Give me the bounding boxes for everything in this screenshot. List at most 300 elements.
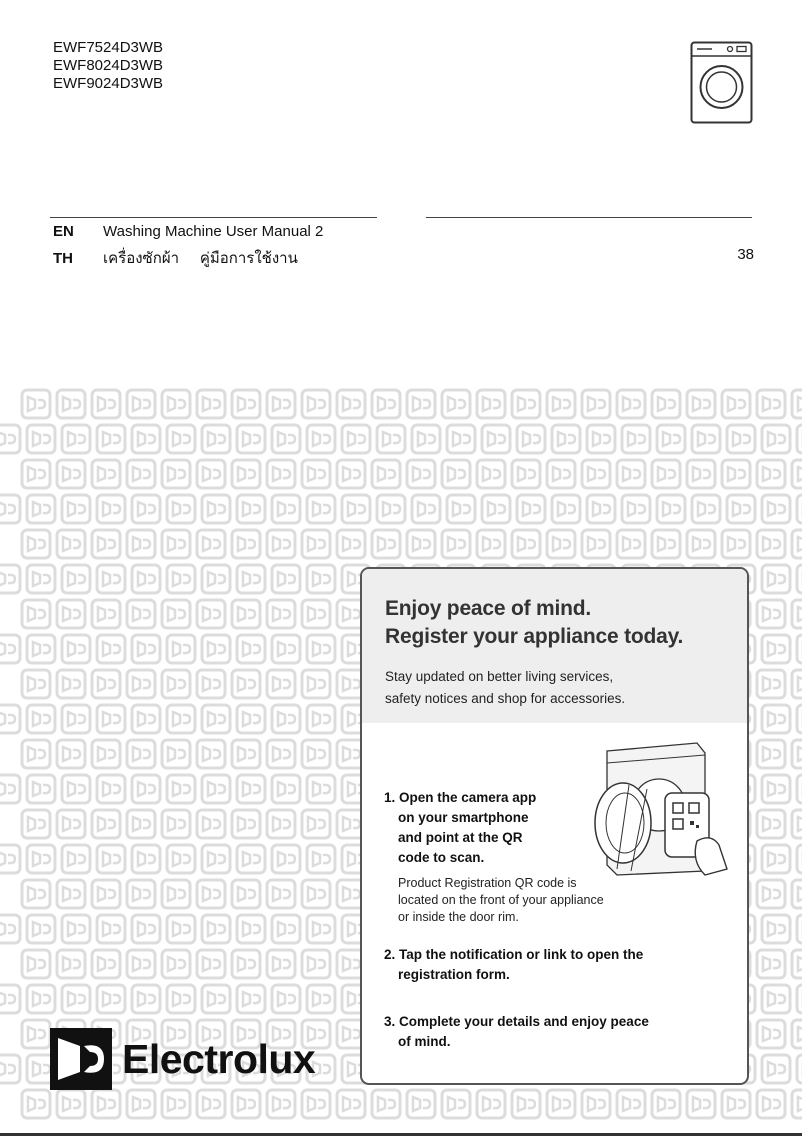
pattern-tile-icon [27, 985, 55, 1013]
pattern-tile-icon [197, 390, 225, 418]
pattern-tile-icon [0, 425, 20, 453]
pattern-tile-icon [267, 950, 295, 978]
pattern-tile-icon [617, 390, 645, 418]
pattern-tile-icon [302, 670, 330, 698]
pattern-tile-icon [337, 390, 365, 418]
pattern-tile-icon [167, 565, 195, 593]
pattern-tile-icon [267, 460, 295, 488]
washing-machine-icon [690, 41, 753, 124]
pattern-tile-icon [237, 495, 265, 523]
pattern-tile-icon [792, 950, 802, 978]
pattern-tile-icon [202, 985, 230, 1013]
pattern-tile-icon [792, 530, 802, 558]
pattern-tile-icon [127, 600, 155, 628]
note-line: or inside the door rim. [398, 910, 519, 924]
pattern-tile-icon [92, 390, 120, 418]
step-2 [384, 945, 643, 985]
pattern-tile-icon [792, 1090, 802, 1118]
pattern-tile-icon [0, 845, 20, 873]
pattern-tile-icon [92, 880, 120, 908]
page-number: 2 [315, 223, 324, 240]
pattern-tile-icon [237, 915, 265, 943]
page-number: 38 [737, 246, 754, 263]
pattern-tile-icon [552, 495, 580, 523]
pattern-tile-icon [342, 495, 370, 523]
pattern-tile-icon [722, 530, 750, 558]
pattern-tile-icon [232, 1090, 260, 1118]
pattern-tile-icon [552, 425, 580, 453]
model-number: EWF9024D3WB [53, 75, 164, 92]
pattern-tile-icon [582, 460, 610, 488]
pattern-tile-icon [617, 460, 645, 488]
pattern-tile-icon [162, 740, 190, 768]
pattern-tile-icon [92, 1090, 120, 1118]
card-header [362, 569, 747, 723]
card-title: Enjoy peace of mind. [385, 597, 592, 620]
pattern-tile-icon [307, 705, 335, 733]
pattern-tile-icon [57, 1090, 85, 1118]
pattern-tile-icon [272, 425, 300, 453]
pattern-tile-icon [132, 845, 160, 873]
pattern-tile-icon [272, 565, 300, 593]
subtitle-line: safety notices and shop for accessories. [385, 691, 626, 706]
pattern-tile-icon [132, 565, 160, 593]
language-code: EN [53, 223, 74, 240]
pattern-tile-icon [267, 600, 295, 628]
pattern-tile-icon [97, 635, 125, 663]
pattern-tile-icon [0, 915, 20, 943]
pattern-tile-icon [267, 880, 295, 908]
pattern-tile-icon [62, 985, 90, 1013]
pattern-tile-icon [22, 740, 50, 768]
pattern-tile-icon [232, 530, 260, 558]
language-entry-th [53, 246, 298, 270]
pattern-tile-icon [232, 950, 260, 978]
pattern-tile-icon [127, 460, 155, 488]
pattern-tile-icon [762, 775, 790, 803]
pattern-tile-icon [267, 740, 295, 768]
pattern-tile-icon [337, 1090, 365, 1118]
pattern-tile-icon [792, 390, 802, 418]
pattern-tile-icon [167, 845, 195, 873]
step-text: and point at the QR [398, 830, 523, 845]
step-text: 3. Complete your details and enjoy peace [384, 1014, 649, 1029]
pattern-tile-icon [202, 705, 230, 733]
pattern-tile-icon [232, 670, 260, 698]
model-number: EWF7524D3WB [53, 39, 164, 56]
pattern-tile-icon [762, 1055, 790, 1083]
pattern-tile-icon [442, 460, 470, 488]
pattern-tile-icon [267, 530, 295, 558]
pattern-tile-icon [92, 950, 120, 978]
pattern-tile-icon [447, 425, 475, 453]
pattern-tile-icon [757, 460, 785, 488]
pattern-tile-icon [167, 985, 195, 1013]
step-1 [384, 788, 604, 926]
brand-wordmark: Electrolux [122, 1036, 316, 1082]
pattern-tile-icon [0, 1055, 20, 1083]
pattern-tile-icon [797, 845, 802, 873]
pattern-tile-icon [97, 705, 125, 733]
pattern-tile-icon [342, 425, 370, 453]
step-text: 2. Tap the notification or link to open the [384, 947, 644, 962]
pattern-tile-icon [22, 460, 50, 488]
pattern-tile-icon [687, 460, 715, 488]
pattern-tile-icon [132, 635, 160, 663]
pattern-tile-icon [792, 600, 802, 628]
pattern-tile-icon [757, 810, 785, 838]
pattern-tile-icon [652, 1090, 680, 1118]
pattern-tile-icon [722, 460, 750, 488]
pattern-tile-icon [442, 1090, 470, 1118]
pattern-tile-icon [547, 460, 575, 488]
pattern-tile-icon [267, 1090, 295, 1118]
pattern-tile-icon [92, 810, 120, 838]
pattern-tile-icon [797, 705, 802, 733]
pattern-tile-icon [22, 390, 50, 418]
pattern-tile-icon [202, 635, 230, 663]
pattern-tile-icon [197, 460, 225, 488]
pattern-tile-icon [22, 1020, 50, 1048]
pattern-tile-icon [127, 670, 155, 698]
pattern-tile-icon [797, 635, 802, 663]
pattern-tile-icon [197, 880, 225, 908]
pattern-tile-icon [512, 460, 540, 488]
note-line: located on the front of your appliance [398, 893, 604, 907]
pattern-tile-icon [797, 915, 802, 943]
pattern-tile-icon [167, 705, 195, 733]
pattern-tile-icon [512, 390, 540, 418]
pattern-tile-icon [757, 670, 785, 698]
pattern-tile-icon [62, 845, 90, 873]
pattern-tile-icon [167, 495, 195, 523]
pattern-tile-icon [237, 635, 265, 663]
pattern-tile-icon [27, 565, 55, 593]
pattern-tile-icon [797, 425, 802, 453]
pattern-tile-icon [232, 460, 260, 488]
pattern-tile-icon [762, 495, 790, 523]
divider-line [426, 217, 752, 218]
pattern-tile-icon [757, 740, 785, 768]
pattern-tile-icon [237, 705, 265, 733]
pattern-tile-icon [27, 775, 55, 803]
model-list [53, 39, 163, 93]
pattern-tile-icon [302, 880, 330, 908]
pattern-tile-icon [792, 810, 802, 838]
pattern-tile-icon [62, 775, 90, 803]
pattern-tile-icon [582, 1090, 610, 1118]
step-text: code to scan. [398, 850, 485, 865]
pattern-tile-icon [197, 600, 225, 628]
pattern-tile-icon [62, 565, 90, 593]
pattern-tile-icon [127, 530, 155, 558]
pattern-tile-icon [477, 1090, 505, 1118]
pattern-tile-icon [797, 565, 802, 593]
pattern-tile-icon [792, 880, 802, 908]
pattern-tile-icon [97, 425, 125, 453]
pattern-tile-icon [377, 425, 405, 453]
pattern-tile-icon [652, 390, 680, 418]
pattern-tile-icon [97, 495, 125, 523]
pattern-tile-icon [302, 460, 330, 488]
pattern-tile-icon [482, 495, 510, 523]
pattern-tile-icon [27, 705, 55, 733]
pattern-tile-icon [372, 460, 400, 488]
pattern-tile-icon [582, 530, 610, 558]
pattern-tile-icon [27, 425, 55, 453]
pattern-tile-icon [377, 495, 405, 523]
pattern-tile-icon [512, 1090, 540, 1118]
pattern-tile-icon [762, 845, 790, 873]
pattern-tile-icon [407, 530, 435, 558]
step-3 [384, 1012, 649, 1052]
pattern-tile-icon [307, 565, 335, 593]
pattern-tile-icon [132, 915, 160, 943]
pattern-tile-icon [617, 530, 645, 558]
pattern-tile-icon [127, 1090, 155, 1118]
pattern-tile-icon [272, 705, 300, 733]
pattern-tile-icon [267, 390, 295, 418]
pattern-tile-icon [687, 390, 715, 418]
pattern-tile-icon [202, 845, 230, 873]
pattern-tile-icon [202, 495, 230, 523]
pattern-tile-icon [97, 985, 125, 1013]
pattern-tile-icon [307, 845, 335, 873]
pattern-tile-icon [512, 530, 540, 558]
pattern-tile-icon [132, 425, 160, 453]
step-text: 1. Open the camera app [384, 790, 537, 805]
language-code: TH [53, 250, 73, 267]
pattern-tile-icon [307, 495, 335, 523]
pattern-tile-icon [162, 810, 190, 838]
pattern-tile-icon [0, 985, 20, 1013]
step-note [384, 875, 604, 926]
pattern-tile-icon [302, 530, 330, 558]
pattern-tile-icon [237, 845, 265, 873]
pattern-tile-icon [272, 915, 300, 943]
pattern-tile-icon [197, 1090, 225, 1118]
pattern-tile-icon [762, 635, 790, 663]
pattern-tile-icon [757, 950, 785, 978]
pattern-tile-icon [22, 1090, 50, 1118]
pattern-tile-icon [22, 950, 50, 978]
pattern-tile-icon [727, 495, 755, 523]
pattern-tile-icon [412, 495, 440, 523]
registration-card [360, 567, 749, 1085]
pattern-tile-icon [757, 530, 785, 558]
pattern-tile-icon [197, 810, 225, 838]
pattern-tile-icon [162, 670, 190, 698]
pattern-tile-icon [517, 425, 545, 453]
pattern-tile-icon [62, 915, 90, 943]
divider-line [50, 217, 377, 218]
pattern-tile-icon [307, 915, 335, 943]
pattern-tile-icon [162, 390, 190, 418]
pattern-tile-icon [22, 810, 50, 838]
pattern-tile-icon [657, 425, 685, 453]
pattern-tile-icon [167, 775, 195, 803]
pattern-tile-icon [62, 425, 90, 453]
pattern-tile-icon [412, 425, 440, 453]
pattern-tile-icon [22, 530, 50, 558]
pattern-tile-icon [307, 985, 335, 1013]
pattern-tile-icon [622, 495, 650, 523]
pattern-tile-icon [272, 775, 300, 803]
pattern-tile-icon [22, 670, 50, 698]
pattern-tile-icon [127, 950, 155, 978]
pattern-tile-icon [62, 635, 90, 663]
step-text: on your smartphone [398, 810, 529, 825]
pattern-tile-icon [302, 1090, 330, 1118]
pattern-tile-icon [197, 950, 225, 978]
pattern-tile-icon [762, 985, 790, 1013]
pattern-tile-icon [127, 880, 155, 908]
pattern-tile-icon [197, 740, 225, 768]
pattern-tile-icon [232, 600, 260, 628]
pattern-tile-icon [127, 740, 155, 768]
pattern-tile-icon [27, 495, 55, 523]
pattern-tile-icon [57, 740, 85, 768]
pattern-tile-icon [652, 460, 680, 488]
pattern-tile-icon [337, 530, 365, 558]
pattern-tile-icon [792, 1020, 802, 1048]
pattern-tile-icon [57, 530, 85, 558]
pattern-tile-icon [57, 880, 85, 908]
pattern-tile-icon [797, 495, 802, 523]
pattern-tile-icon [92, 670, 120, 698]
pattern-tile-icon [202, 775, 230, 803]
pattern-tile-icon [477, 530, 505, 558]
pattern-tile-icon [407, 460, 435, 488]
pattern-tile-icon [27, 635, 55, 663]
subtitle-line: Stay updated on better living services, [385, 669, 614, 684]
pattern-tile-icon [97, 565, 125, 593]
pattern-tile-icon [657, 495, 685, 523]
pattern-tile-icon [202, 565, 230, 593]
pattern-tile-icon [267, 670, 295, 698]
model-number: EWF8024D3WB [53, 57, 164, 74]
pattern-tile-icon [617, 1090, 645, 1118]
pattern-tile-icon [202, 915, 230, 943]
pattern-tile-icon [132, 495, 160, 523]
pattern-tile-icon [407, 1090, 435, 1118]
pattern-tile-icon [762, 705, 790, 733]
pattern-tile-icon [162, 600, 190, 628]
note-line: Product Registration QR code is [398, 876, 577, 890]
pattern-tile-icon [692, 425, 720, 453]
pattern-tile-icon [0, 635, 20, 663]
pattern-tile-icon [92, 600, 120, 628]
pattern-tile-icon [687, 530, 715, 558]
pattern-tile-icon [407, 390, 435, 418]
pattern-tile-icon [447, 495, 475, 523]
pattern-tile-icon [197, 530, 225, 558]
pattern-tile-icon [62, 705, 90, 733]
pattern-tile-icon [57, 810, 85, 838]
pattern-tile-icon [27, 845, 55, 873]
pattern-tile-icon [757, 600, 785, 628]
pattern-tile-icon [267, 810, 295, 838]
pattern-tile-icon [57, 390, 85, 418]
pattern-tile-icon [62, 495, 90, 523]
manual-title: เครื่องซักผ้า คู่มือการใช้งาน [103, 250, 298, 267]
pattern-tile-icon [477, 390, 505, 418]
pattern-tile-icon [757, 390, 785, 418]
pattern-tile-icon [132, 705, 160, 733]
pattern-tile-icon [237, 985, 265, 1013]
pattern-tile-icon [757, 1020, 785, 1048]
pattern-tile-icon [57, 670, 85, 698]
pattern-tile-icon [337, 460, 365, 488]
pattern-tile-icon [302, 600, 330, 628]
pattern-tile-icon [167, 915, 195, 943]
pattern-tile-icon [442, 530, 470, 558]
pattern-tile-icon [722, 1090, 750, 1118]
pattern-tile-icon [162, 530, 190, 558]
pattern-tile-icon [162, 1090, 190, 1118]
pattern-tile-icon [0, 775, 20, 803]
pattern-tile-icon [762, 915, 790, 943]
pattern-tile-icon [757, 880, 785, 908]
language-entry-en [53, 223, 323, 240]
pattern-tile-icon [307, 425, 335, 453]
card-title: Register your appliance today. [385, 625, 684, 648]
pattern-tile-icon [272, 495, 300, 523]
pattern-tile-icon [547, 530, 575, 558]
pattern-tile-icon [162, 950, 190, 978]
pattern-tile-icon [477, 460, 505, 488]
pattern-tile-icon [232, 880, 260, 908]
step-text: of mind. [398, 1034, 451, 1049]
pattern-tile-icon [127, 810, 155, 838]
pattern-tile-icon [762, 425, 790, 453]
pattern-tile-icon [757, 1090, 785, 1118]
pattern-tile-icon [272, 635, 300, 663]
pattern-tile-icon [307, 775, 335, 803]
pattern-tile-icon [727, 425, 755, 453]
pattern-tile-icon [587, 425, 615, 453]
pattern-tile-icon [302, 810, 330, 838]
pattern-tile-icon [162, 880, 190, 908]
pattern-tile-icon [582, 390, 610, 418]
pattern-tile-icon [547, 390, 575, 418]
pattern-tile-icon [272, 845, 300, 873]
washer-qr-illustration [587, 741, 737, 881]
pattern-tile-icon [202, 425, 230, 453]
pattern-tile-icon [97, 775, 125, 803]
pattern-tile-icon [302, 390, 330, 418]
pattern-tile-icon [797, 775, 802, 803]
pattern-tile-icon [57, 950, 85, 978]
pattern-tile-icon [22, 880, 50, 908]
pattern-tile-icon [97, 845, 125, 873]
pattern-tile-icon [587, 495, 615, 523]
pattern-tile-icon [0, 565, 20, 593]
pattern-tile-icon [302, 950, 330, 978]
pattern-tile-icon [237, 425, 265, 453]
pattern-tile-icon [302, 740, 330, 768]
pattern-tile-icon [692, 495, 720, 523]
pattern-tile-icon [237, 565, 265, 593]
pattern-tile-icon [792, 740, 802, 768]
pattern-tile-icon [27, 915, 55, 943]
pattern-tile-icon [482, 425, 510, 453]
pattern-tile-icon [622, 425, 650, 453]
pattern-tile-icon [372, 1090, 400, 1118]
pattern-tile-icon [232, 810, 260, 838]
pattern-tile-icon [127, 390, 155, 418]
pattern-tile-icon [372, 390, 400, 418]
